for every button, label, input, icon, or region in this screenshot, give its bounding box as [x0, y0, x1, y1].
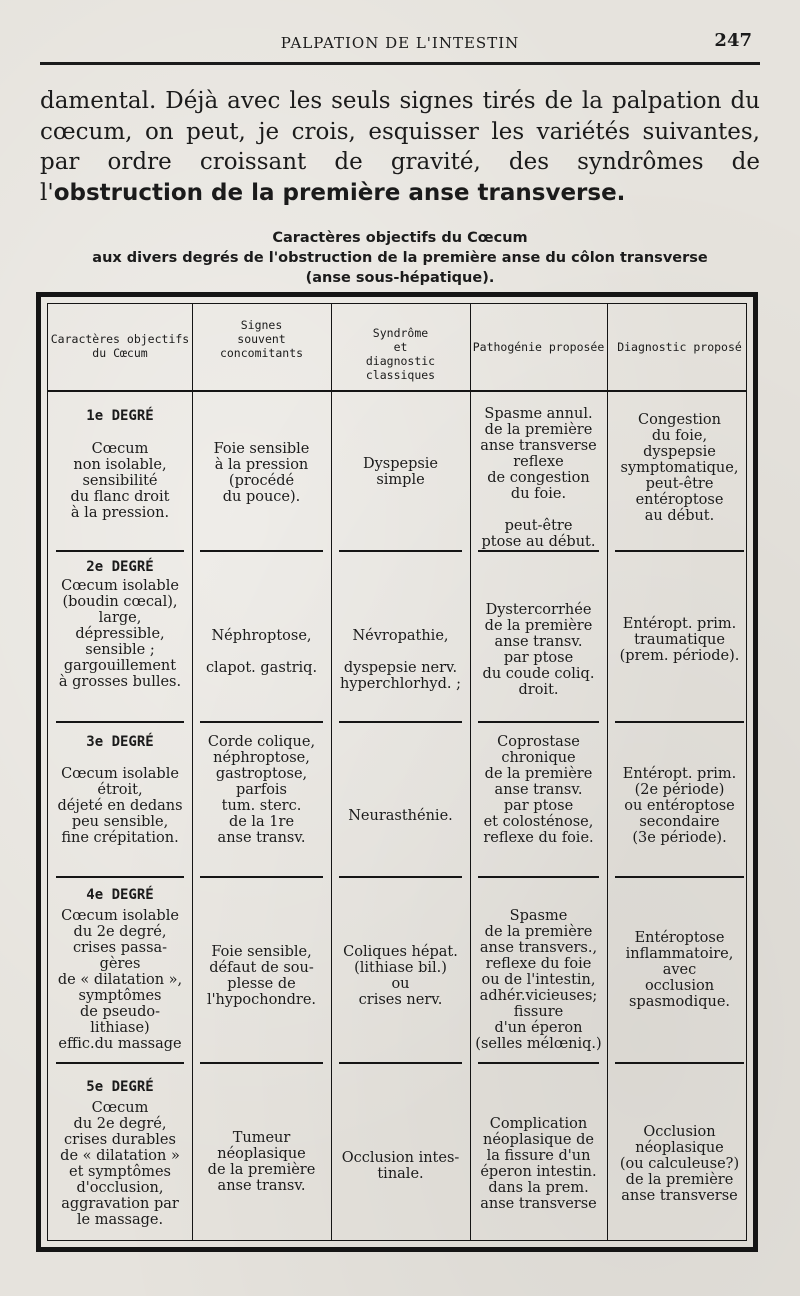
table-cell: Entéropt. prim. traumatique (prem. période). [619, 616, 740, 664]
table-cell: Cœcum du 2e degré, crises durables de « dilatation » et symptômes d'occlusion, aggravation par le massage. [60, 1100, 180, 1228]
table-cell: Complication néoplasique de la fissure d'un éperon intestin. dans la prem. anse transverse [480, 1116, 597, 1212]
row-separator [478, 1062, 599, 1064]
row-separator [615, 876, 744, 878]
grade-label: 5e DEGRÉ [86, 1079, 154, 1095]
column-rule [470, 304, 471, 1240]
row-separator [339, 1062, 462, 1064]
table-cell: Neurasthénie. [348, 808, 453, 824]
grade-label: 2e DEGRÉ [86, 559, 154, 575]
row-separator [56, 550, 184, 552]
row-separator [200, 876, 323, 878]
row-separator [339, 876, 462, 878]
table-cell: Occlusion intes- tinale. [341, 1150, 460, 1182]
caption-line-2: aux divers degrés de l'obstruction de la première anse du côlon transverse [92, 250, 708, 266]
row-separator [339, 721, 462, 723]
grade-label: 3e DEGRÉ [86, 734, 154, 750]
row-separator [56, 721, 184, 723]
table-grid [47, 303, 747, 1241]
row-separator [615, 1062, 744, 1064]
table-cell: Foie sensible à la pression (procédé du pouce). [213, 441, 310, 505]
table-cell: Névropathie, dyspepsie nerv. hyperchlorhyd. ; [340, 628, 461, 692]
running-title: PALPATION DE L'INTESTIN [280, 34, 520, 52]
column-rule [192, 304, 193, 1240]
table-cell: Dystercorrhée de la première anse transv. par ptose du coude coliq. droit. [482, 602, 595, 698]
row-separator [339, 550, 462, 552]
table-cell: Coliques hépat. (lithiase bil.) ou crises nerv. [343, 944, 458, 1008]
running-head [40, 30, 760, 58]
body-paragraph [40, 86, 760, 208]
paragraph-bold-text: obstruction de la première anse transverse. [53, 179, 626, 206]
row-separator [478, 550, 599, 552]
table-cell: Cœcum non isolable, sensibilité du flanc droit à la pression. [70, 441, 170, 521]
row-separator [478, 721, 599, 723]
table-cell: Spasme de la première anse transvers., reflexe du foie ou de l'intestin, adhér.vicieuses; fissure d'un éperon (selles mélœniq.) [475, 908, 602, 1052]
table-cell: Cœcum isolable (boudin cœcal), large, dépressible, sensible ; gargouillement à grosses bulles. [58, 578, 182, 690]
row-separator [615, 550, 744, 552]
caption-line-3: (anse sous-hépatique). [305, 270, 495, 286]
caption-line-1: Caractères objectifs du Cœcum [272, 230, 528, 246]
table-cell: Foie sensible, défaut de sou- plesse de l'hypochondre. [206, 944, 317, 1008]
table-caption [30, 228, 770, 288]
table-cell: Tumeur néoplasique de la première anse transv. [207, 1130, 316, 1194]
table-cell: Néphroptose, clapot. gastriq. [205, 628, 318, 676]
page-number: 247 [714, 30, 752, 51]
table-cell: Congestion du foie, dyspepsie symptomatique, peut-être entéroptose au début. [620, 412, 739, 524]
table-cell: Dyspepsie simple [362, 456, 439, 488]
row-separator [56, 876, 184, 878]
syndrome-table [36, 292, 758, 1252]
paragraph-text: damental. Déjà avec les seuls signes tirés de la palpation du cœcum, on peut, je crois, esquisser les variétés suivantes, par ordre croissant de gravité, des syndrômes de l' [40, 88, 760, 206]
grade-label: 1e DEGRÉ [86, 408, 154, 424]
table-cell: Cœcum isolable étroit, déjeté en dedans peu sensible, fine crépitation. [57, 766, 183, 846]
row-separator [200, 721, 323, 723]
grade-label: 4e DEGRÉ [86, 887, 154, 903]
table-cell: Cœcum isolable du 2e degré, crises passa- gères de « dilatation », symptômes de pseudo- lithiase) effic.du massage [57, 908, 183, 1052]
col-header-pathogenie: Pathogénie proposée [472, 340, 605, 354]
table-cell: Coprostase chronique de la première anse transv. par ptose et colosténose, reflexe du foie. [483, 734, 594, 846]
column-rule [607, 304, 608, 1240]
table-cell: Spasme annul. de la première anse transverse reflexe de congestion du foie. peut-être ptose au début. [480, 406, 597, 550]
header-rule [40, 62, 760, 65]
col-header-caracteres: Caractères objectifs du Cœcum [50, 332, 190, 360]
table-cell: Entéropt. prim. (2e période) ou entéroptose secondaire (3e période). [622, 766, 737, 846]
column-rule [331, 304, 332, 1240]
table-cell: Occlusion néoplasique (ou calculeuse?) de la première anse transverse [619, 1124, 740, 1204]
col-header-signes: Signes souvent concomitants [219, 318, 304, 360]
row-separator [615, 721, 744, 723]
table-cell: Corde colique, néphroptose, gastroptose, parfois tum. sterc. de la 1re anse transv. [207, 734, 316, 846]
header-bottom-rule [48, 390, 746, 392]
row-separator [200, 1062, 323, 1064]
col-header-diagnostic: Diagnostic proposé [617, 340, 742, 354]
table-cell: Entéroptose inflammatoire, avec occlusion spasmodique. [625, 930, 734, 1010]
row-separator [200, 550, 323, 552]
col-header-syndrome: Syndrôme et diagnostic classiques [365, 326, 436, 382]
row-separator [478, 876, 599, 878]
row-separator [56, 1062, 184, 1064]
